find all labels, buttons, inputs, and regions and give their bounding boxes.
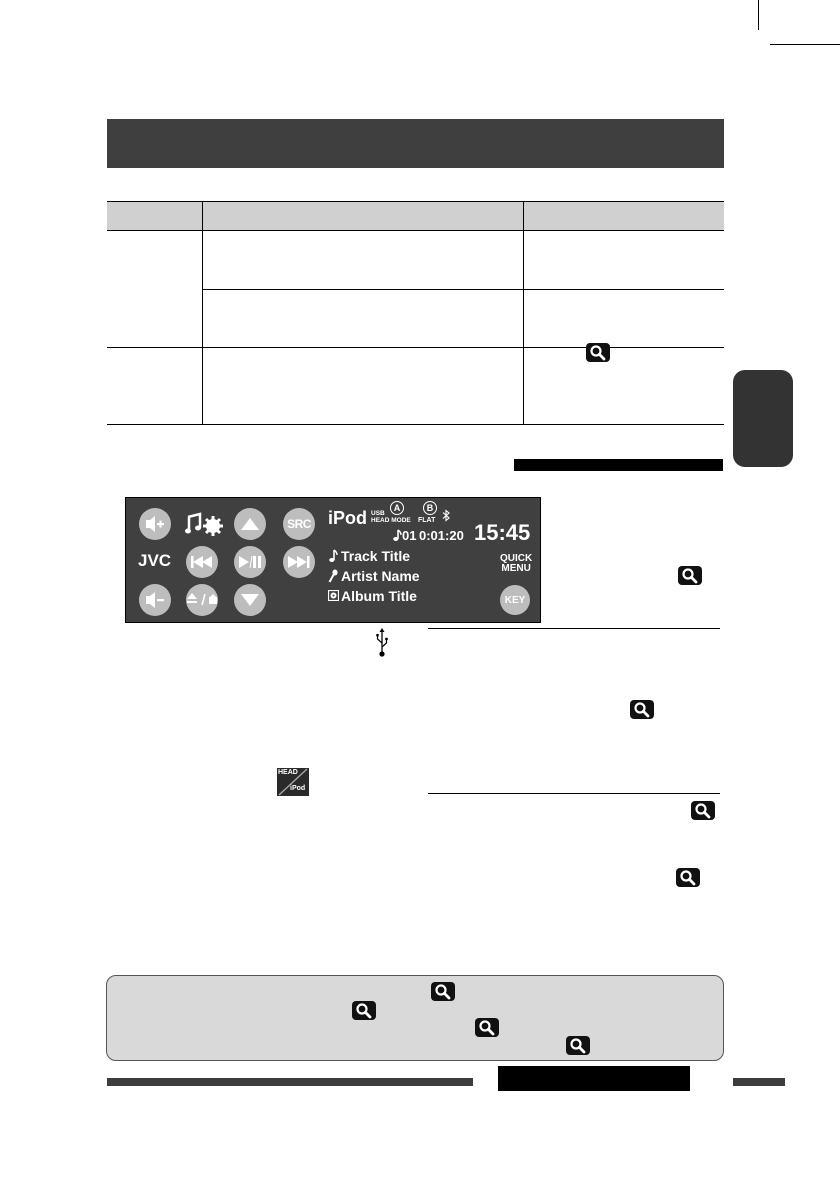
display-screen [125,497,541,623]
sound-settings-button[interactable] [185,508,225,540]
arrow-up-icon [241,518,259,530]
divider [428,628,720,629]
clock: 15:45 [474,520,531,545]
quick-menu-label-2: MENU [501,563,531,574]
table-header-cell [203,202,524,231]
footer-bar [107,1078,473,1086]
skip-forward-icon [288,556,310,568]
microphone-icon [328,569,338,583]
note-icon [328,549,338,563]
magnifier-icon [678,566,702,585]
note-icon [392,529,402,542]
eject-angle-button[interactable] [186,584,218,616]
table-cell [524,348,725,425]
table-cell [524,231,725,290]
table-cell [203,231,524,290]
next-track-button[interactable] [283,546,315,578]
footer-page-block [498,1066,690,1091]
magnifier-icon [691,801,715,820]
down-button[interactable] [234,584,266,616]
table-cell [107,348,203,425]
quick-menu-label-1: QUICK [500,553,533,564]
up-button[interactable] [234,508,266,540]
skip-back-icon [191,556,213,568]
divider [428,793,720,794]
callout-b: B [423,501,437,515]
head-label: HEAD [278,769,298,776]
src-button[interactable]: SRC [283,508,315,540]
flat-tag: FLAT [418,517,436,524]
track-title: Track Title [341,548,411,564]
spec-table [107,201,724,425]
source-label: iPod [328,508,367,528]
section-title-bar [107,119,724,168]
artist-name: Artist Name [341,568,420,584]
usb-tag: USB [371,510,385,517]
jvc-logo: JVC [138,551,172,570]
table-cell [107,231,203,348]
elapsed-time: 0:01:20 [419,528,464,543]
head-ipod-icon [277,768,309,796]
table-header-row [107,202,724,231]
magnifier-icon [431,982,455,1001]
bluetooth-icon [442,509,450,522]
note-box [106,975,724,1061]
play-pause-icon [239,556,261,568]
magnifier-icon [352,1001,376,1020]
crop-mark [758,0,759,30]
previous-track-button[interactable] [186,546,218,578]
album-icon [328,590,339,601]
magnifier-icon [475,1018,499,1037]
volume-up-button[interactable] [139,508,171,540]
table-header-cell [107,202,203,231]
usb-icon [376,628,388,658]
volume-down-button[interactable] [139,584,171,616]
track-number: 01 [402,528,417,543]
key-button[interactable]: KEY [500,585,530,615]
quick-menu-button[interactable] [500,554,532,574]
table-header-cell [524,202,725,231]
head-mode-tag: HEAD MODE [371,517,411,524]
footer-bar [733,1078,785,1086]
section-heading-bar [514,459,723,471]
volume-up-icon [145,515,165,533]
album-title: Album Title [341,588,417,604]
magnifier-icon [676,868,700,887]
table-cell [524,289,725,348]
ipod-label: iPod [290,785,306,792]
volume-down-icon [145,591,165,609]
magnifier-icon [630,700,654,719]
table-cell [203,289,524,348]
play-pause-button[interactable] [234,546,266,578]
table-row [107,348,724,425]
callout-a: A [390,501,404,515]
magnifier-icon [566,1036,590,1055]
table-row [107,231,724,290]
crop-mark [770,44,840,45]
table-cell [203,348,524,425]
eject-angle-icon [187,593,217,607]
music-gear-icon [185,511,225,537]
arrow-down-icon [241,594,259,606]
language-side-tab [733,370,793,467]
